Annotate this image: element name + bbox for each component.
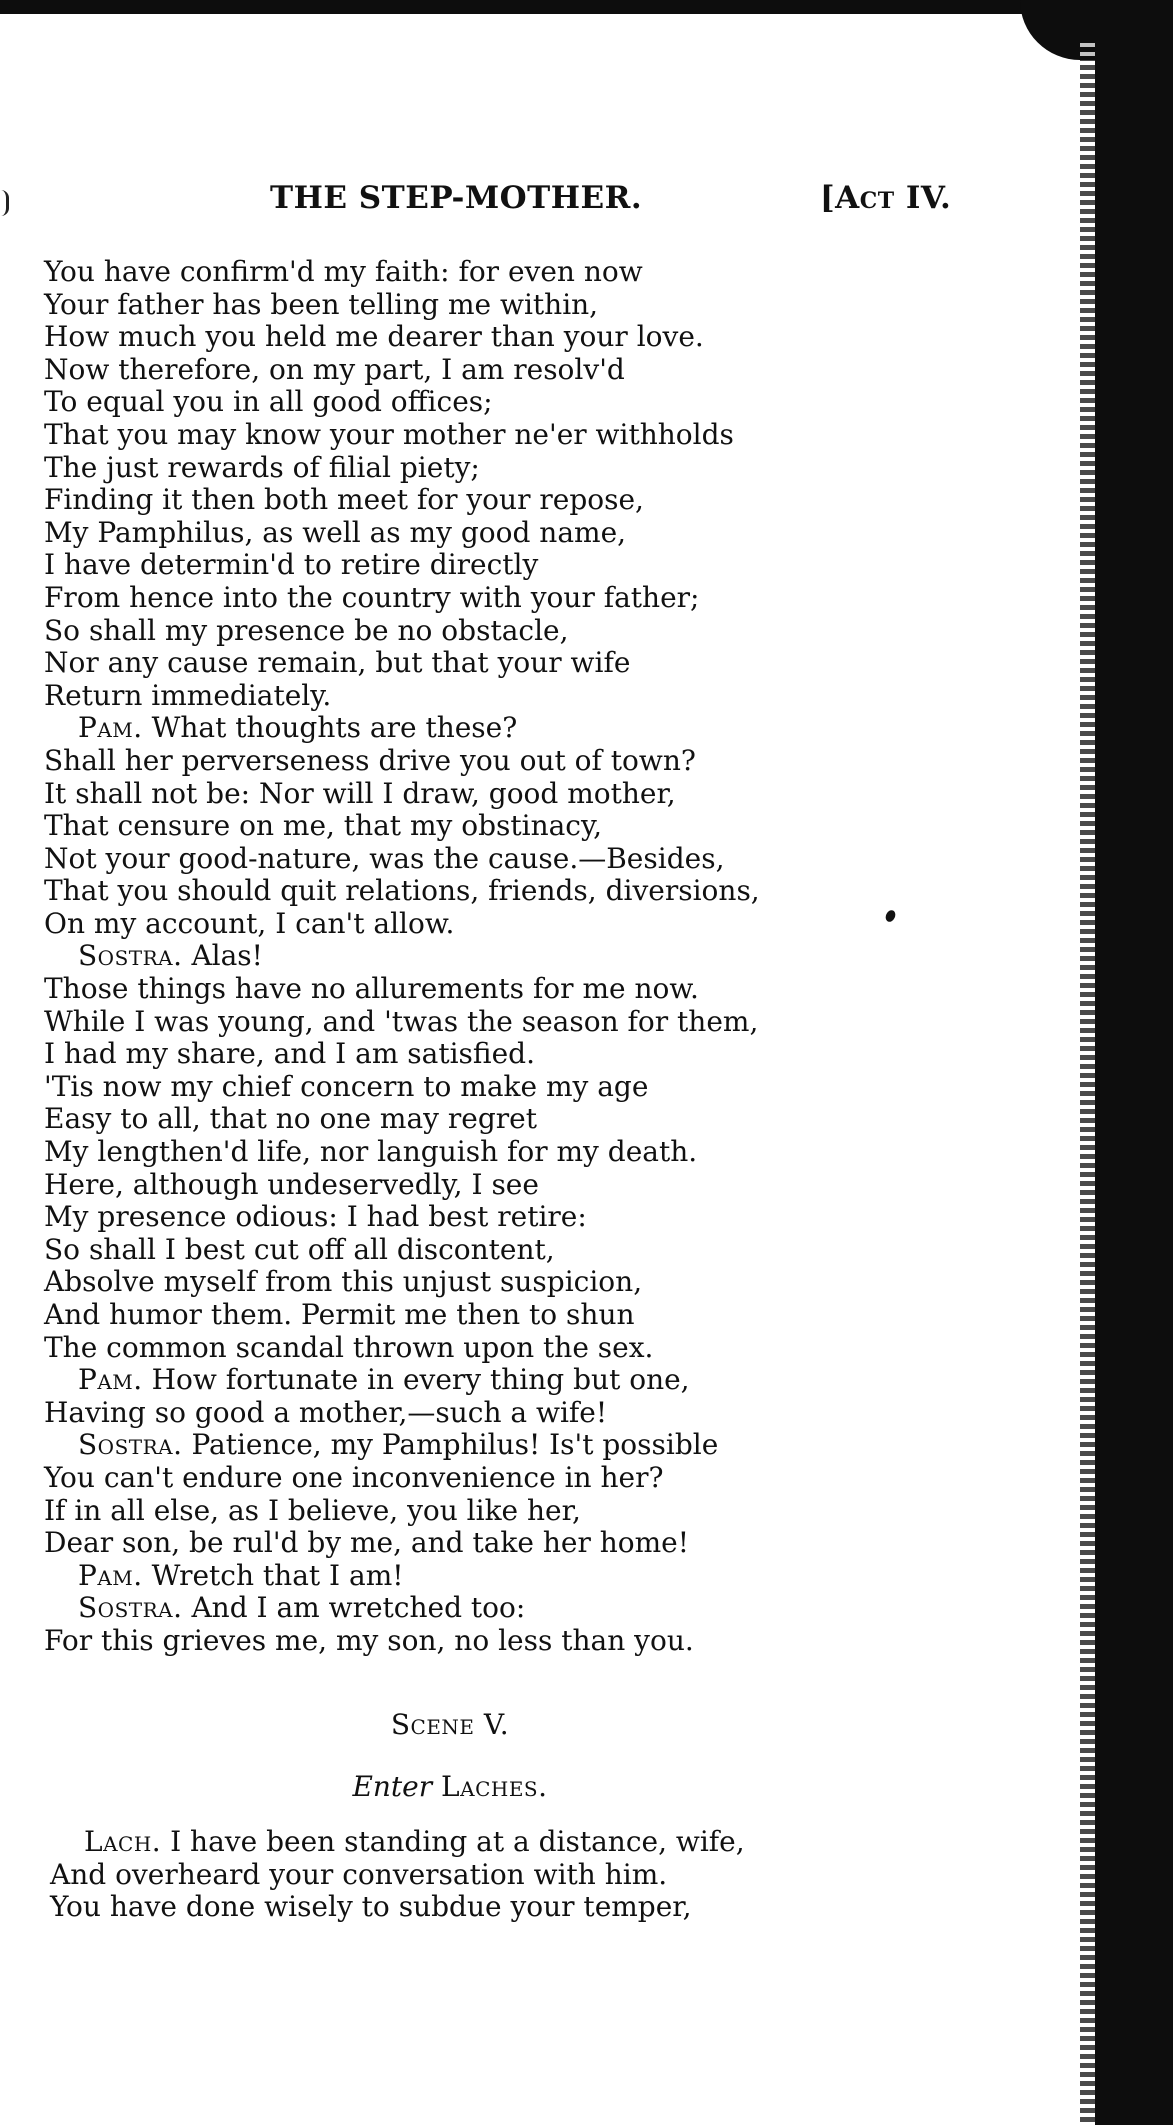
verse-line [50, 1826, 870, 1859]
verse-line [44, 452, 864, 485]
line-text: Shall her perverseness drive you out of town? [44, 743, 696, 777]
line-text: What thoughts are these? [151, 711, 518, 745]
line-text: The just rewards of filial piety; [44, 450, 480, 484]
speaker-name: Pam. [78, 711, 143, 745]
verse-line [44, 940, 864, 973]
line-text: Dear son, be rul'd by me, and take her home! [44, 1526, 689, 1560]
stage-direction [0, 1767, 900, 1807]
verse-line [44, 843, 864, 876]
line-text: How fortunate in every thing but one, [151, 1363, 690, 1397]
line-text: Nor any cause remain, but that your wife [44, 646, 631, 680]
speaker-name: Sostra. [78, 1428, 183, 1462]
scene-title: Scene V. [390, 1708, 510, 1741]
verse-line [44, 1397, 864, 1430]
verse-line [44, 1592, 864, 1625]
line-text: From hence into the country with your father; [44, 580, 700, 614]
verse-line [44, 647, 864, 680]
line-text: You can't endure one inconvenience in her? [44, 1460, 664, 1494]
stage-direction-character: Laches. [441, 1770, 548, 1803]
verse-line [44, 1071, 864, 1104]
speaker-name: Sostra. [78, 1591, 183, 1625]
verse-line [44, 1527, 864, 1560]
verse-line [44, 1201, 864, 1234]
verse-line [50, 1891, 870, 1924]
scan-right-edge [1095, 0, 1173, 2125]
line-text: Now therefore, on my part, I am resolv'd [44, 352, 625, 386]
line-text: I had my share, and I am satisfied. [44, 1037, 535, 1071]
ink-blot [884, 909, 897, 924]
speaker-name: Pam. [78, 1363, 143, 1397]
line-text: That you should quit relations, friends, diversions, [44, 874, 760, 908]
line-text: If in all else, as I believe, you like her, [44, 1493, 581, 1527]
line-text: Finding it then both meet for your repose, [44, 483, 644, 517]
verse-line [44, 712, 864, 745]
verse-line [44, 1332, 864, 1365]
verse-line [44, 1462, 864, 1495]
line-text: 'Tis now my chief concern to make my age [44, 1069, 649, 1103]
line-text: Patience, my Pamphilus! Is't possible [191, 1428, 719, 1462]
line-text: The common scandal thrown upon the sex. [44, 1330, 654, 1364]
line-text: That you may know your mother ne'er withholds [44, 417, 734, 451]
line-text: It shall not be: Nor will I draw, good mother, [44, 776, 676, 810]
verse-line [44, 549, 864, 582]
speaker-name: Sostra. [78, 939, 183, 973]
speaker-name: Pam. [78, 1558, 143, 1592]
verse-line [44, 875, 864, 908]
running-title: THE STEP-MOTHER. [270, 180, 643, 216]
verse-line [44, 1560, 864, 1593]
verse-line [44, 973, 864, 1006]
line-text: So shall I best cut off all discontent, [44, 1232, 555, 1266]
line-text: For this grieves me, my son, no less than you. [44, 1623, 694, 1657]
line-text: On my account, I can't allow. [44, 906, 455, 940]
line-text: To equal you in all good offices; [44, 385, 493, 419]
verse-line [44, 778, 864, 811]
verse-line [44, 354, 864, 387]
scan-top-edge [0, 0, 1173, 14]
verse-block-1 [44, 256, 864, 1658]
verse-line [44, 386, 864, 419]
line-text: My presence odious: I had best retire: [44, 1200, 587, 1234]
line-text: I have determin'd to retire directly [44, 548, 539, 582]
verse-line [44, 1364, 864, 1397]
verse-line [44, 419, 864, 452]
verse-line [44, 1103, 864, 1136]
verse-block-2 [50, 1826, 870, 1924]
verse-line [44, 810, 864, 843]
verse-line [44, 1495, 864, 1528]
verse-line [44, 1169, 864, 1202]
line-text: Here, although undeservedly, I see [44, 1167, 539, 1201]
line-text: Not your good-nature, was the cause.—Besides, [44, 841, 725, 875]
verse-line [44, 615, 864, 648]
line-text: Your father has been telling me within, [44, 287, 599, 321]
line-text: My lengthen'd life, nor languish for my death. [44, 1135, 698, 1169]
stage-direction-verb: Enter [352, 1770, 433, 1803]
line-text: Wretch that I am! [151, 1558, 404, 1592]
running-header [0, 180, 1173, 224]
line-text: You have done wisely to subdue your temper, [50, 1890, 692, 1924]
line-text: Those things have no allurements for me now. [44, 972, 699, 1006]
verse-line [44, 1299, 864, 1332]
line-text: Alas! [191, 939, 263, 973]
line-text: While I was young, and 'twas the season for them, [44, 1004, 759, 1038]
act-label: [Act IV. [820, 180, 952, 216]
verse-line [44, 1266, 864, 1299]
verse-line [44, 745, 864, 778]
line-text: I have been standing at a distance, wife, [170, 1825, 745, 1858]
line-text: Return immediately. [44, 678, 332, 712]
verse-line [44, 321, 864, 354]
verse-line [44, 1006, 864, 1039]
verse-line [44, 1136, 864, 1169]
verse-line [44, 517, 864, 550]
line-text: And humor them. Permit me then to shun [44, 1298, 635, 1331]
scene-heading [0, 1705, 900, 1807]
verse-line [44, 1038, 864, 1071]
verse-line [44, 680, 864, 713]
verse-line [44, 908, 864, 941]
line-text: Easy to all, that no one may regret [44, 1102, 537, 1136]
verse-line [44, 1625, 864, 1658]
verse-line [44, 256, 864, 289]
line-text: How much you held me dearer than your love. [44, 320, 704, 354]
verse-line [44, 484, 864, 517]
line-text: And overheard your conversation with him. [50, 1857, 668, 1891]
verse-line [50, 1859, 870, 1892]
verse-line [44, 582, 864, 615]
verse-line [44, 1429, 864, 1462]
speaker-name: Lach. [84, 1825, 162, 1858]
line-text: Absolve myself from this unjust suspicion, [44, 1265, 643, 1299]
line-text: My Pamphilus, as well as my good name, [44, 515, 627, 549]
line-text: That censure on me, that my obstinacy, [44, 809, 602, 843]
line-text: And I am wretched too: [191, 1591, 526, 1625]
verse-line [44, 289, 864, 322]
line-text: You have confirm'd my faith: for even now [44, 255, 643, 288]
line-text: So shall my presence be no obstacle, [44, 613, 569, 647]
line-text: Having so good a mother,—such a wife! [44, 1395, 608, 1429]
verse-line [44, 1234, 864, 1267]
